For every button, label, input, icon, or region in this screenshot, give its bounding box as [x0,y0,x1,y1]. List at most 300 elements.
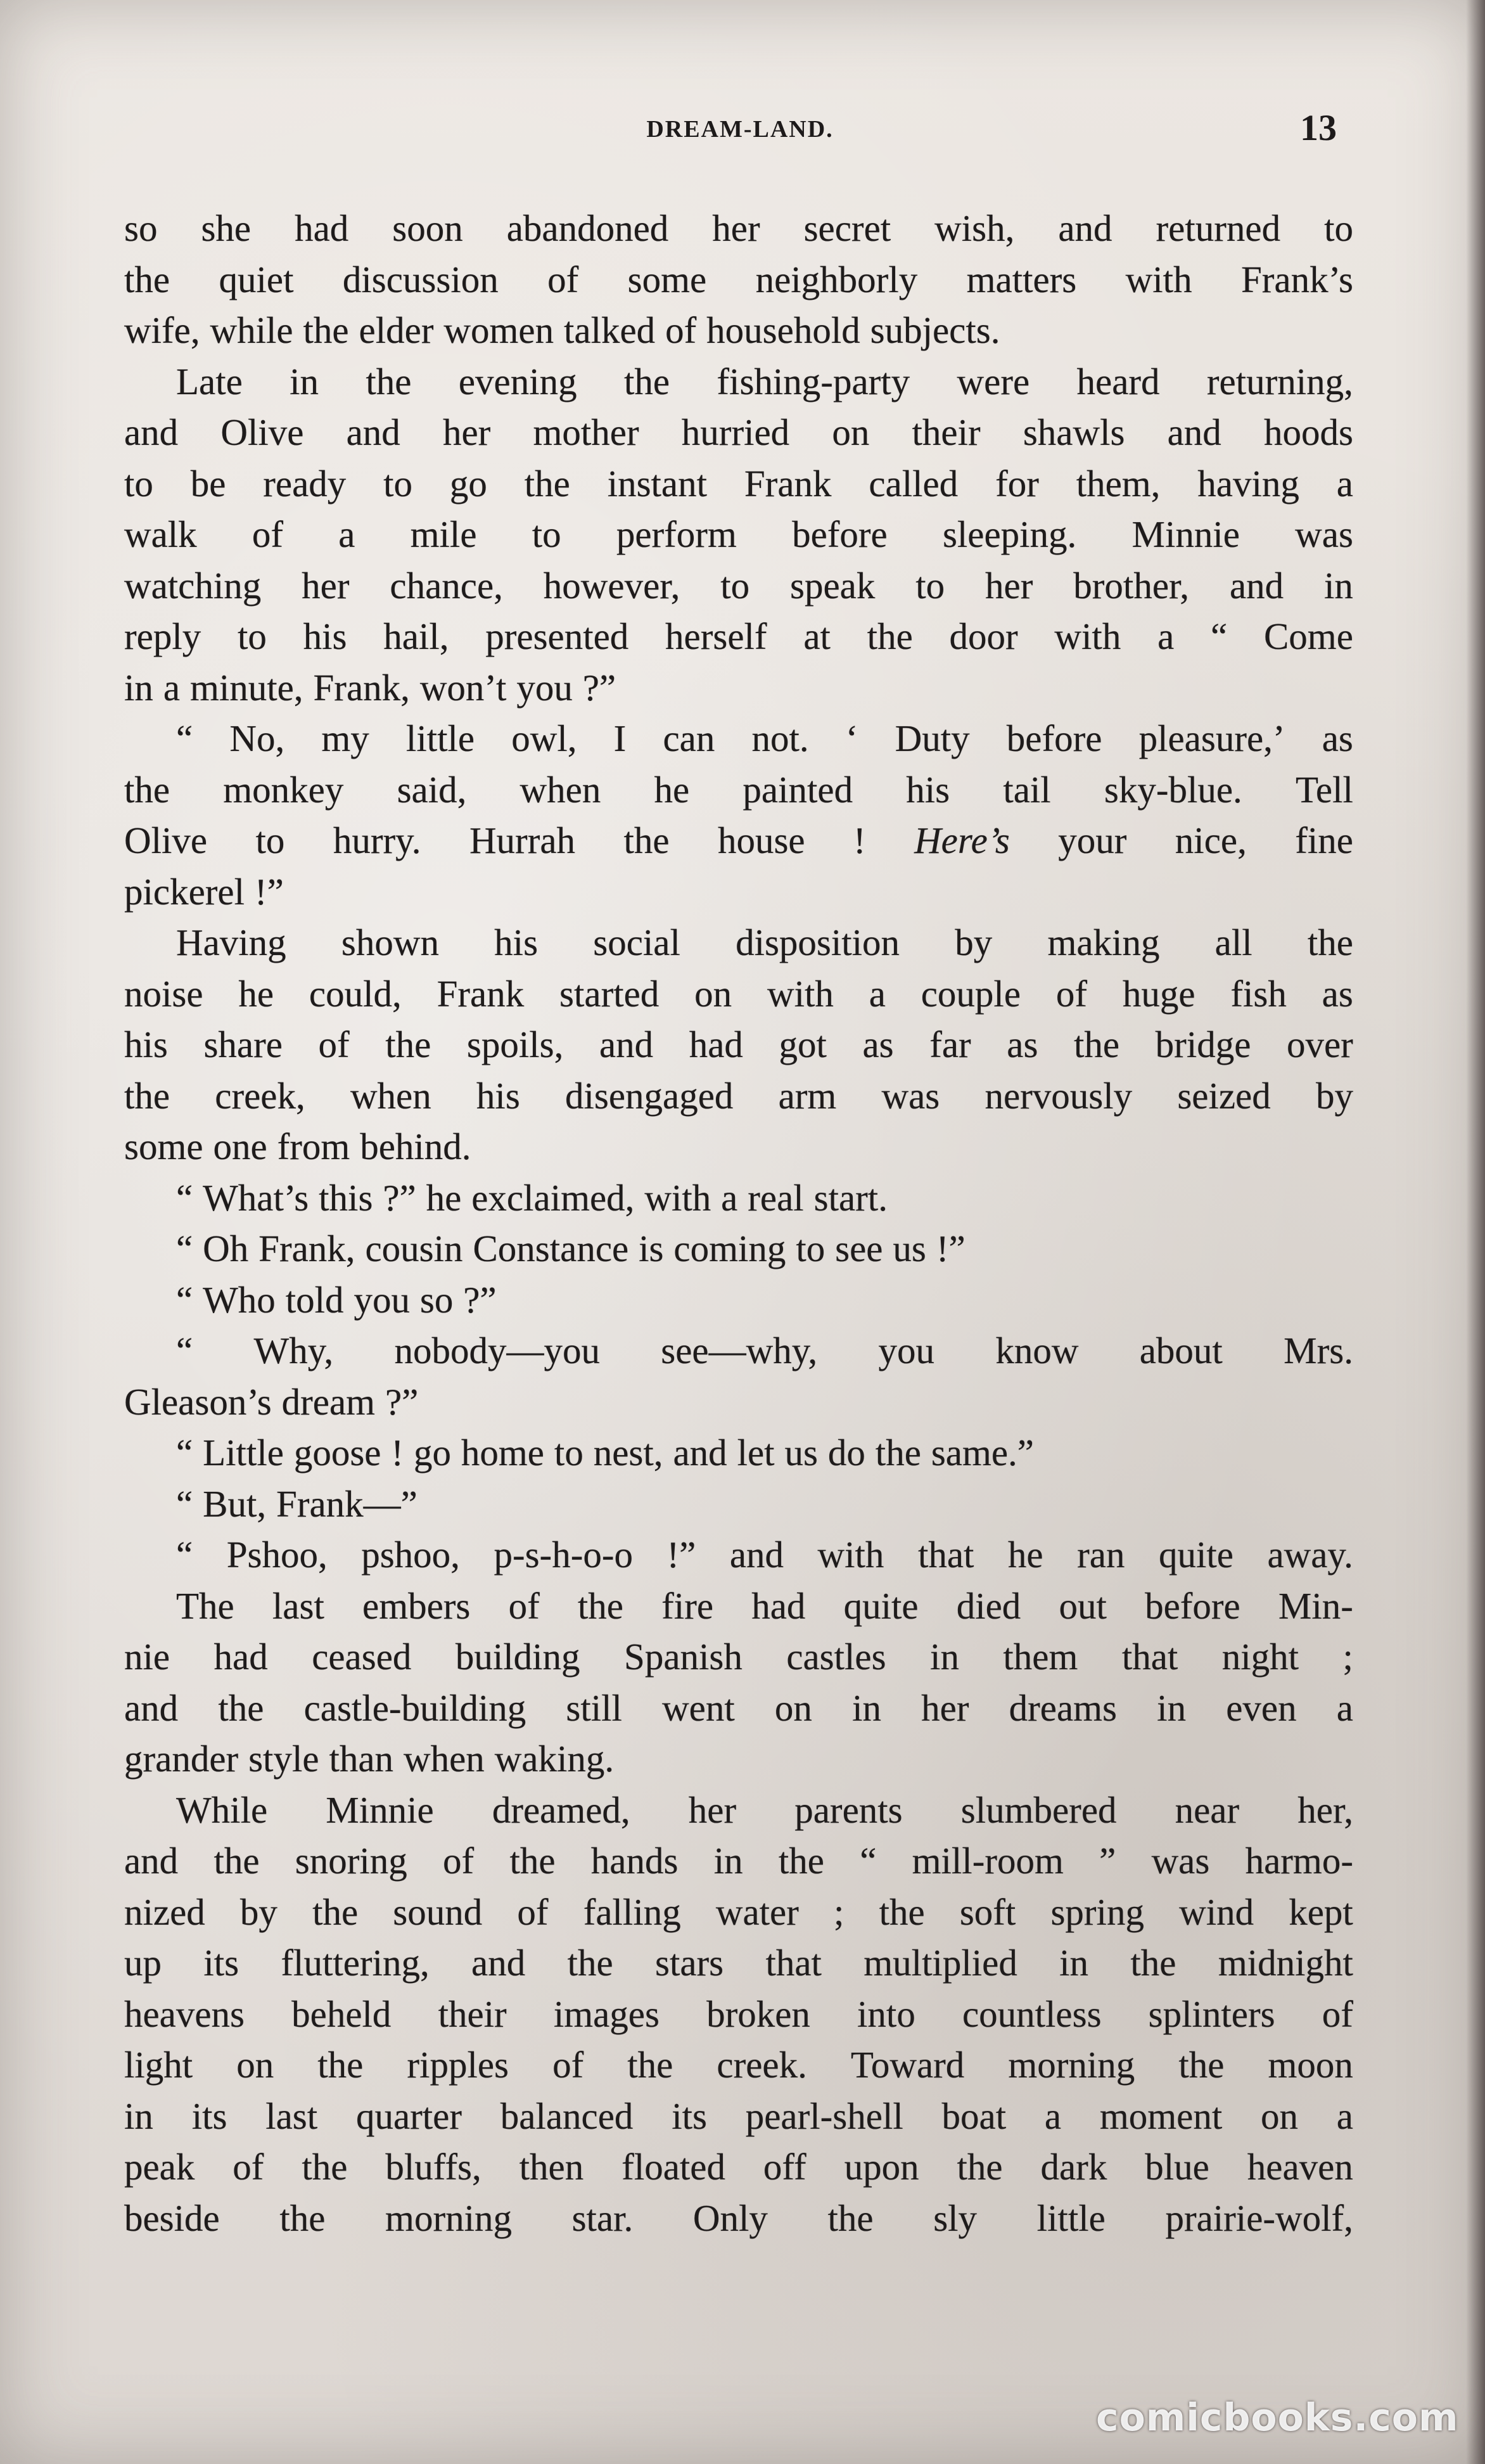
word: real [748,1176,804,1219]
word: and [673,1432,727,1473]
text-line [124,407,1353,458]
word: and [124,411,179,453]
word: the [218,1686,264,1729]
word: mother [533,411,639,453]
word: “ [176,1278,193,1321]
text-line [124,509,1353,560]
word: Toward [850,2044,965,2086]
word: the [827,2197,874,2239]
word: Only [692,2197,768,2239]
word: nervously [985,1074,1133,1117]
word: home [461,1432,544,1473]
word: so [124,207,158,249]
word: matters [966,258,1077,300]
word: she [201,207,252,249]
word: reply [124,615,201,657]
word: started [559,972,660,1015]
running-head: DREAM-LAND. [646,116,834,143]
word: by [955,921,993,963]
word: Why, [253,1330,334,1371]
word: night [1221,1636,1299,1678]
text-line [124,1631,1353,1683]
word: morning [1008,2044,1135,2086]
word: as [1322,717,1353,759]
word: Minnie [326,1788,434,1831]
word: “ [176,1176,193,1219]
word: ripples [407,2044,509,2086]
word: ?” [463,1278,497,1321]
word: nized [124,1890,205,1933]
word: creek. [717,2044,807,2086]
word: and [1229,564,1284,606]
word: with [767,972,834,1015]
word: painted [742,768,853,811]
word: the [623,360,670,402]
text-line [124,1937,1353,1989]
word: had [295,207,349,249]
text-line [124,815,1353,866]
word: to [124,462,153,504]
word: making [1047,921,1160,963]
word: last [272,1584,324,1627]
word: to [383,462,413,504]
word: in [930,1636,959,1678]
word: for [995,462,1039,504]
word: Mrs. [1284,1330,1353,1371]
word: ?” [383,1176,416,1219]
word: perform [616,513,737,555]
word: While [176,1788,268,1831]
word: can [663,717,715,759]
word: and [124,1840,179,1882]
word: a [1336,2095,1353,2137]
word: quite [843,1584,919,1627]
word: No, [229,717,285,759]
word: ! [853,819,866,861]
text-line [124,1427,1353,1479]
word: her [985,564,1033,606]
word: in [852,1686,881,1729]
word: his [303,615,347,657]
word: returning, [1206,360,1353,402]
text-line [124,662,1353,714]
word: its [672,2095,707,2137]
word: that [917,1534,974,1575]
word: of [517,1890,549,1933]
word: cousin [365,1228,463,1269]
word: sound [393,1890,483,1933]
word: his [476,1074,520,1117]
word: to [532,513,561,555]
word: to [237,615,267,657]
word: wind [1179,1890,1254,1933]
word: Frank’s [1240,258,1353,300]
word: us [893,1228,926,1269]
watermark: comicbooks.com [1096,2396,1459,2440]
word: before [1006,717,1102,759]
text-line [124,1581,1353,1632]
word: the [302,2146,348,2188]
word: the [124,768,170,811]
word: nobody—you [394,1330,600,1371]
word: had [751,1584,806,1627]
word: pleasure,’ [1138,717,1285,759]
word: a [1044,2095,1062,2137]
word: her, [1297,1788,1353,1831]
word: ! [391,1432,404,1473]
word: p-s-h-o-o [494,1534,633,1575]
word: spring [1050,1890,1144,1933]
word: ?” [582,666,616,709]
word: door [949,615,1018,657]
word: discussion [342,258,499,300]
word: with [817,1534,884,1575]
word: and [346,411,400,453]
text-line [124,203,1353,254]
word: her [302,564,350,606]
word: Minnie [1131,513,1240,555]
word: stars [654,1942,724,1984]
word: nest, [593,1432,663,1473]
text-line [124,1887,1353,1938]
word: morning [385,2197,512,2239]
word: presented [485,615,629,657]
word: !” [254,870,284,913]
word: all [1214,921,1252,963]
word: of [508,1584,540,1627]
word: of [665,309,697,351]
word: Min- [1278,1584,1353,1627]
word: ‘ [845,717,858,759]
word: shown [341,921,439,963]
word: brother, [1073,564,1190,606]
word: his [906,768,950,811]
word: bridge [1155,1023,1251,1065]
word: arm [778,1074,837,1117]
word: disposition [736,921,900,963]
word: about [1139,1330,1223,1371]
word: on [1261,2095,1299,2137]
word: by [1315,1074,1353,1117]
word: in [1157,1686,1187,1729]
word: the [1307,921,1353,963]
word: “ [176,1432,193,1473]
word: ready [263,462,347,504]
word: of [443,1840,475,1882]
word: quarter [355,2095,462,2137]
word: the [524,462,570,504]
word: as [1007,1023,1038,1065]
word: was [881,1074,940,1117]
word: nie [124,1636,170,1678]
word: this [319,1176,373,1219]
word: beheld [291,1992,392,2035]
word: last [265,2095,318,2137]
word: owl, [511,717,577,759]
word: castles [786,1636,886,1678]
word: he [1007,1534,1043,1575]
word: subjects. [870,309,1000,351]
word: its [203,1942,239,1984]
word: peak [124,2146,195,2188]
word: then [519,2146,584,2188]
text-line [124,1223,1353,1274]
word: up [124,1942,162,1984]
word: ” [1099,1840,1116,1882]
word: you [878,1330,934,1371]
word: in [1059,1942,1089,1984]
word: the [577,1584,623,1627]
text-line [124,764,1353,816]
word: pickerel [124,870,245,913]
word: and [1058,207,1112,249]
page-number: 13 [1300,107,1337,148]
text-line [124,1835,1353,1887]
word: images [553,1992,660,2035]
word: countless [962,1992,1102,2035]
word: the [124,1074,170,1117]
word: of [233,2146,264,2188]
word: Spanish [624,1636,742,1678]
word: and [729,1534,784,1575]
word: elder [359,309,434,351]
word: and [1167,411,1221,453]
word: Duty [895,717,970,759]
text-line [124,2193,1353,2244]
word: a [869,972,886,1015]
word: he [426,1176,462,1219]
word: mill-room [912,1840,1064,1882]
word: Frank—” [276,1482,417,1525]
word: the [1178,2044,1225,2086]
word: disengaged [564,1074,734,1117]
word: quiet [219,258,294,300]
word: her [442,411,491,453]
word: the [1074,1023,1120,1065]
word: Hurrah [469,819,576,861]
word: Frank [744,462,832,504]
word: some [627,258,707,300]
word: still [566,1686,622,1729]
word: huge [1122,972,1195,1015]
word: some [124,1126,203,1167]
word: hands [590,1840,679,1882]
word: style [248,1738,319,1780]
word: he [654,768,690,811]
word: Frank [437,972,525,1015]
text-line [124,356,1353,407]
word: the [366,360,412,402]
word: spoils, [466,1023,564,1065]
word: do [827,1432,865,1473]
word: had [214,1636,268,1678]
word: abandoned [506,207,669,249]
word: far [929,1023,971,1065]
word: go [449,462,487,504]
word: the [567,1942,613,1984]
word: them, [1076,462,1161,504]
text-line [124,1733,1353,1785]
word: the [214,1840,260,1882]
word: But, [203,1482,267,1525]
word: off [763,2146,806,2188]
word: bluffs, [385,2146,481,2188]
word: that [1121,1636,1178,1678]
word: ; [1342,1636,1353,1678]
word: mile [410,513,477,555]
text-line [124,254,1353,305]
word: a [1336,1686,1353,1729]
word: house [717,819,805,861]
word: to [915,564,945,606]
word: than [329,1738,394,1780]
text-line [124,1121,1353,1172]
word: behind. [360,1126,471,1167]
page-header [124,106,1356,157]
word: couple [921,972,1021,1015]
word: grander [124,1738,239,1780]
text-line [124,713,1353,764]
text-line [124,458,1353,510]
word: when [403,1738,485,1780]
text-line [124,968,1353,1020]
word: you [516,666,573,709]
word: Having [176,921,286,963]
word: returned [1156,207,1281,249]
word: multiplied [864,1942,1017,1984]
word: the [317,2044,364,2086]
word: chance, [390,564,503,606]
word: soon [392,207,463,249]
text-line [124,866,1353,918]
word: and [124,1686,179,1729]
word: before [1145,1584,1240,1627]
word: blue [1145,2146,1209,2188]
word: when [519,768,601,811]
word: the [385,1023,431,1065]
word: see—why, [661,1330,818,1371]
text-line [124,1529,1353,1581]
word: to [796,1228,825,1269]
word: quite [1158,1534,1233,1575]
word: on [774,1686,812,1729]
text-line [124,1785,1353,1836]
word: my [321,717,369,759]
word: with [1054,615,1121,657]
word: harmo- [1245,1840,1353,1882]
word: falling [583,1890,681,1933]
word: the [867,615,913,657]
word: of [552,2044,584,2086]
word: his [494,921,539,963]
word: “ [176,1534,193,1575]
word: beside [124,2197,220,2239]
word: fish [1230,972,1287,1015]
word: a [1336,462,1353,504]
word: “ [860,1840,877,1882]
word: Come [1263,615,1353,657]
word: one [213,1126,267,1167]
word: What’s [203,1176,309,1219]
word: soft [959,1890,1016,1933]
word: same.” [931,1432,1034,1473]
word: had [689,1023,743,1065]
word: Late [176,360,243,402]
word: its [191,2095,227,2137]
word: little [1036,2197,1106,2239]
word: on [236,2044,274,2086]
text-line [124,2141,1353,2193]
word: !” [936,1228,966,1269]
text-line [124,1070,1353,1122]
word: of [547,258,579,300]
word: her [688,1788,737,1831]
word: when [350,1074,431,1117]
word: went [662,1686,735,1729]
text-line [124,917,1353,968]
word: out [1059,1584,1107,1627]
word: women [443,309,554,351]
word: and [599,1023,654,1065]
word: social [593,921,680,963]
word: on [694,972,732,1015]
word: hurried [681,411,790,453]
word: upon [844,2146,919,2188]
word: that [765,1942,822,1984]
word: in [713,1840,743,1882]
word: not. [751,717,809,759]
word: was [1151,1840,1210,1882]
word: Olive [220,411,304,453]
word: in [1324,564,1353,606]
word: of [1055,972,1087,1015]
word: pshoo, [361,1534,460,1575]
word: Olive [124,819,208,861]
word: “ [176,1330,193,1371]
page-edge-shadow [1466,0,1485,2464]
word: at [803,615,831,657]
word: hurry. [333,819,421,861]
text-line [124,560,1353,612]
word: Pshoo, [226,1534,328,1575]
word: Frank, [313,666,410,709]
word: know [995,1330,1079,1371]
word: walk [124,513,197,555]
word: to [554,1432,583,1473]
word: building [455,1636,580,1678]
word: of [252,513,284,555]
word: is [639,1228,664,1269]
word: as [862,1023,894,1065]
word: away. [1267,1534,1353,1575]
word: fluttering, [281,1942,430,1984]
text-line [124,2091,1353,2142]
word: splinters [1148,1992,1275,2035]
word: her [921,1686,969,1729]
body-text [124,203,1353,2243]
word: be [190,462,226,504]
word: with [644,1176,711,1219]
word: go [413,1432,451,1473]
word: into [857,1992,915,2035]
word: in [124,666,153,709]
word: star. [571,2197,634,2239]
text-line [124,1989,1353,2040]
text-line [124,1479,1353,1530]
word: ran [1077,1534,1125,1575]
word: told [285,1278,344,1321]
word: Tell [1296,768,1353,811]
